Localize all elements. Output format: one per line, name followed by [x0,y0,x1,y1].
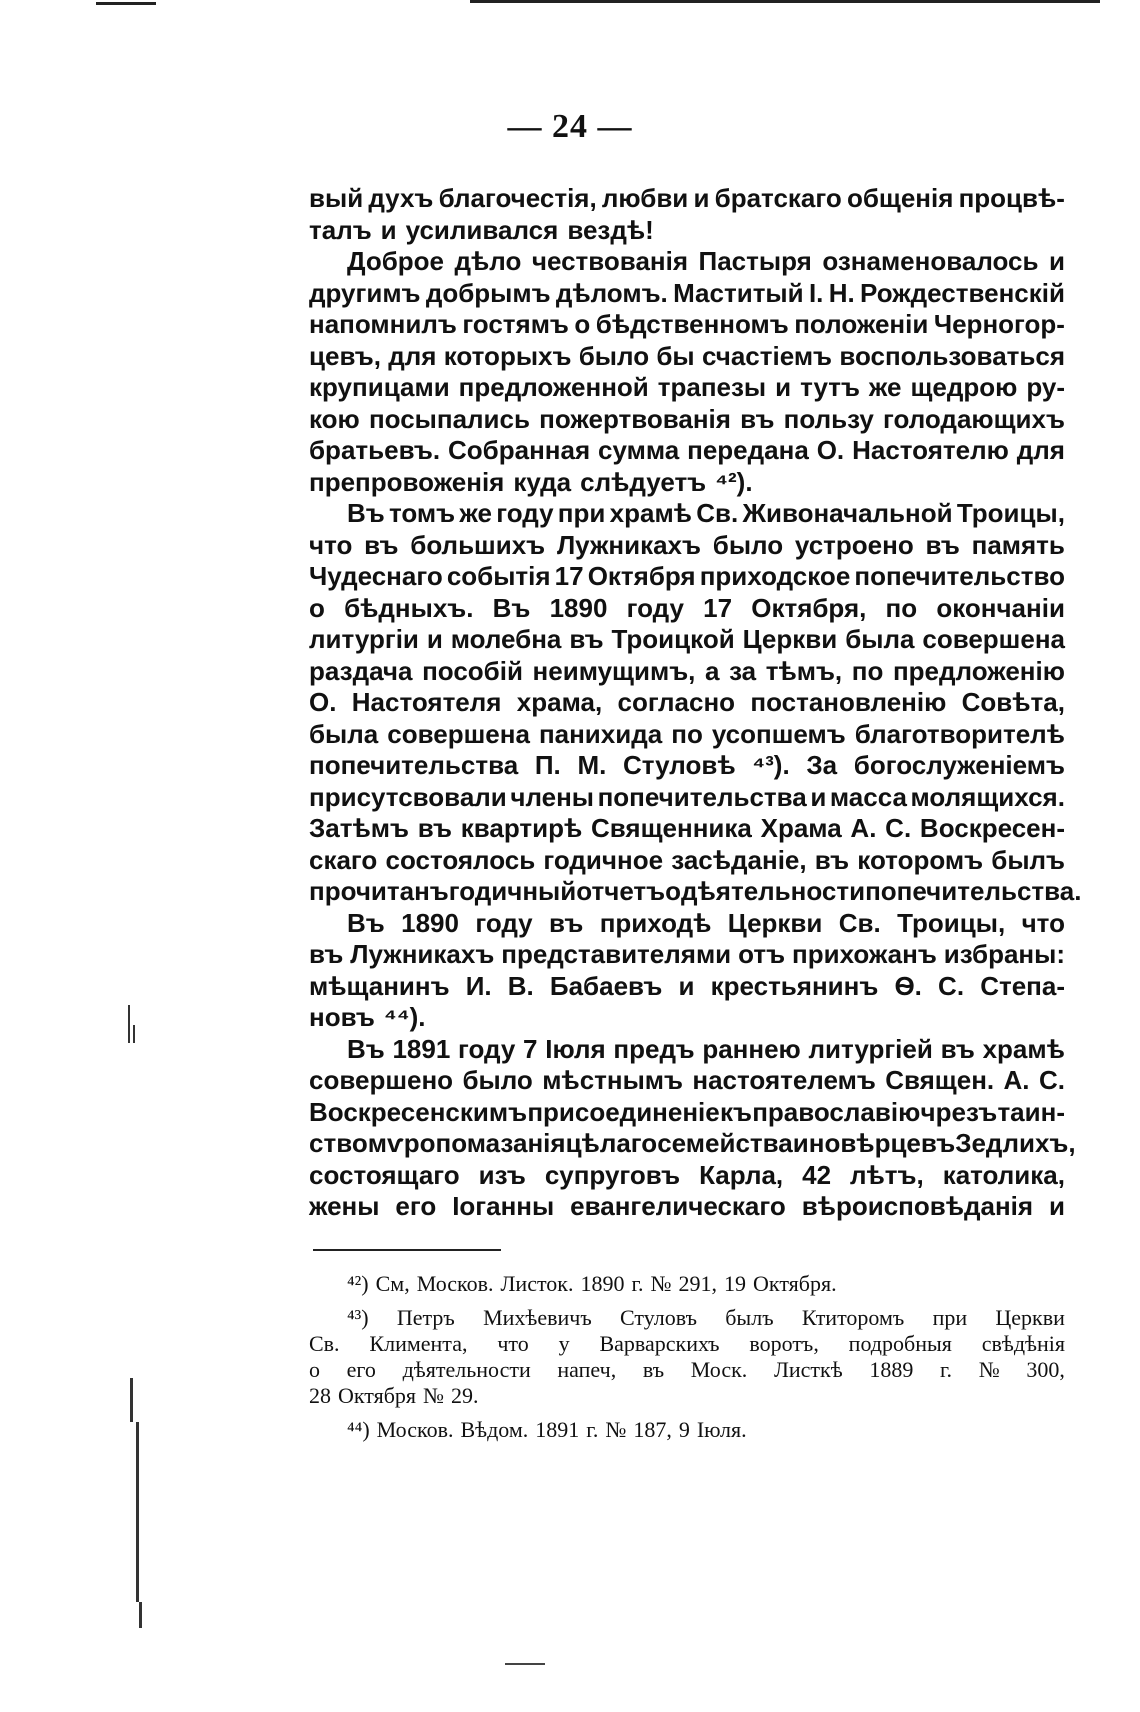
text-line: ство мѵропомазанія цѣлаго семейства иновѣрцевъ Зедлихъ, [309,1128,1076,1158]
text-line: попечительства П. М. Стуловѣ ⁴³). За богослуженіемъ [309,750,1065,780]
text-line: новъ ⁴⁴). [309,1002,426,1032]
text-line: о бѣдныхъ. Въ 1890 году 17 Октября, по окончаніи [309,592,1065,623]
footnote-line: о его дѣятельности напеч, въ Моск. Листкѣ 1889 г. № 300, [309,1357,1065,1382]
margin-mark [139,1602,142,1628]
text-line: Въ 1890 году въ приходѣ Церкви Св. Троицы, что [347,907,1065,938]
text-line: Затѣмъ въ квартирѣ Священника Храма А. С. Воскресен- [309,813,1065,843]
text-line: напомнилъ гостямъ о бѣдственномъ положеніи Черногор- [309,309,1065,339]
text-line: раздача пособій неимущимъ, а за тѣмъ, по предложенію [309,655,1065,686]
text-line: что въ большихъ Лужникахъ было устроено въ память [309,529,1065,560]
text-line: состоящаго изъ супруговъ Карла, 42 лѣтъ, католика, [309,1159,1065,1190]
scan-bottom-mark [505,1663,545,1665]
footnote-line: Св. Климента, что у Варварскихъ воротъ, подробныя свѣдѣнія [309,1331,1065,1356]
footnote-line: ⁴³) Петръ Михѣевичъ Стуловъ былъ Ктиторомъ при Церкви [347,1305,1065,1330]
text-line: другимъ добрымъ дѣломъ. Маститый І. Н. Рождественскій [309,277,1065,308]
text-line: крупицами предложенной трапезы и тутъ же щедрою ру- [309,372,1065,402]
footnotes [309,1271,1065,1443]
text-line: Доброе дѣло чествованія Пастыря ознаменовалось и [347,246,1065,276]
text-line: Воскресенскимъ присоединеніе къ православію чрезъ таин- [309,1096,1065,1127]
text-line: жены его Іоганны евангелическаго вѣроисповѣданія и [309,1191,1065,1221]
text-line: Чудеснаго событія 17 Октября приходское попечительство [309,561,1065,591]
text-line: талъ и усиливался вездѣ! [309,214,654,245]
text-line: была совершена панихида по усопшемъ благотворителѣ [309,718,1065,749]
text-line: препровоженія куда слѣдуетъ ⁴²). [309,466,753,497]
text-line: вый духъ благочестія, любви и братскаго общенія процвѣ- [309,183,1065,213]
margin-mark [136,1422,139,1602]
text-line: братьевъ. Собранная сумма передана О. Настоятелю для [309,435,1065,465]
text-line: кою посыпались пожертвованія въ пользу голодающихъ [309,403,1065,434]
margin-mark [128,1005,130,1043]
margin-mark [133,1025,135,1043]
body-text [309,183,1082,1223]
footnote-line: ⁴²) См, Москов. Листок. 1890 г. № 291, 19 Октября. [347,1271,837,1296]
text-line: скаго состоялось годичное засѣданіе, въ которомъ былъ [309,844,1065,875]
scan-top-rule [470,0,1100,3]
footnote-line: ⁴⁴) Москов. Вѣдом. 1891 г. № 187, 9 Іюля. [347,1417,747,1442]
footnote-line: 28 Октября № 29. [309,1383,479,1408]
footnote-separator [313,1249,501,1251]
text-line: прочитанъ годичный отчетъ о дѣятельности попечительства. [309,876,1082,906]
text-line: цевъ, для которыхъ было бы счастіемъ воспользоваться [309,340,1065,371]
text-line: Въ томъ же году при храмѣ Св. Живоначальной Троицы, [347,498,1065,528]
text-line: О. Настоятеля храма, согласно постановленію Совѣта, [309,687,1065,717]
text-line: литургіи и молебна въ Троицкой Церкви была совершена [309,624,1065,654]
text-line: въ Лужникахъ представителями отъ прихожанъ избраны: [309,939,1065,969]
margin-mark [130,1378,133,1422]
text-line: Въ 1891 году 7 Іюля предъ раннею литургіей въ храмѣ [347,1033,1065,1064]
scan-edge-mark [96,2,156,5]
text-line: совершено было мѣстнымъ настоятелемъ Священ. А. С. [309,1065,1065,1095]
text-line: мѣщанинъ И. В. Бабаевъ и крестьянинъ Ѳ. С. Степа- [309,970,1065,1001]
page-number: — 24 — [507,108,633,145]
text-line: присутсвовали члены попечительства и масса молящихся. [309,781,1065,812]
